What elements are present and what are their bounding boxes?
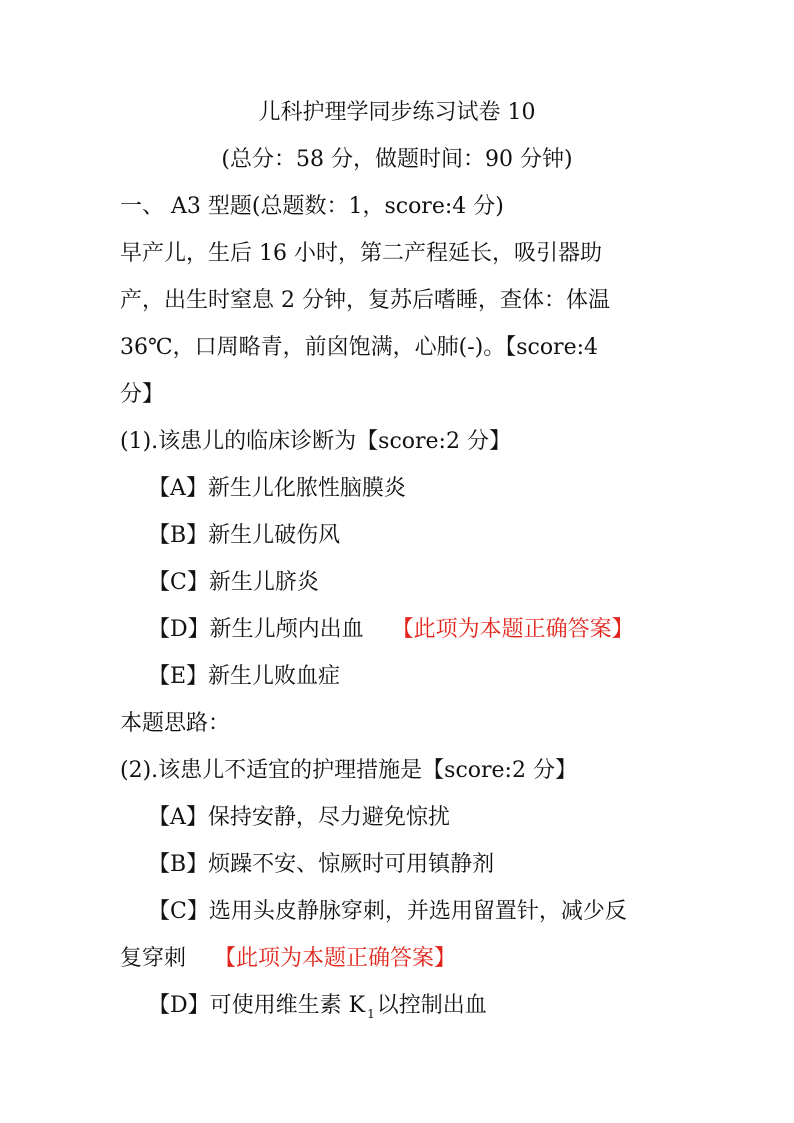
- option-b: 【B】烦躁不安、惊厥时可用镇静剂: [148, 852, 495, 877]
- option-d: [148, 991, 487, 1029]
- question-prompt: (1).该患儿的临床诊断为【score:2 分】: [120, 429, 511, 454]
- option-a: 【A】新生儿化脓性脑膜炎: [148, 476, 406, 501]
- exam-title: 儿科护理学同步练习试卷 10: [258, 100, 536, 125]
- correct-answer-mark: 【此项为本题正确答案】: [214, 946, 457, 971]
- option-text: 【D】新生儿颅内出血: [148, 617, 364, 642]
- option-text: 复穿刺: [120, 946, 187, 971]
- correct-answer-mark: 【此项为本题正确答案】: [391, 617, 634, 642]
- option-e: 【E】新生儿败血症: [148, 664, 341, 689]
- option-d: [148, 615, 634, 645]
- stem-line: 早产儿，生后 16 小时，第二产程延长，吸引器助: [120, 241, 602, 266]
- option-b: 【B】新生儿破伤风: [148, 523, 341, 548]
- analysis-label: 本题思路：: [120, 711, 231, 736]
- option-a: 【A】保持安静，尽力避免惊扰: [148, 805, 450, 830]
- stem-line: 产，出生时窒息 2 分钟，复苏后嗜睡，查体：体温: [120, 288, 610, 313]
- option-text: 以控制出血: [376, 993, 487, 1018]
- option-text: 【D】可使用维生素 K: [148, 993, 366, 1018]
- stem-line: 分】: [120, 382, 165, 407]
- section-heading: 一、 A3 型题(总题数：1，score:4 分): [120, 194, 504, 219]
- option-c-continuation: [120, 944, 456, 974]
- exam-subtitle: (总分：58 分，做题时间：90 分钟): [221, 147, 573, 172]
- option-c: 【C】新生儿脐炎: [148, 570, 319, 595]
- option-c: 【C】选用头皮静脉穿刺，并选用留置针，减少反: [148, 899, 627, 924]
- question-prompt: (2).该患儿不适宜的护理措施是【score:2 分】: [120, 758, 577, 783]
- subscript: 1: [367, 1007, 375, 1021]
- stem-line: 36℃，口周略青，前囟饱满，心肺(-)。【score:4: [120, 335, 599, 360]
